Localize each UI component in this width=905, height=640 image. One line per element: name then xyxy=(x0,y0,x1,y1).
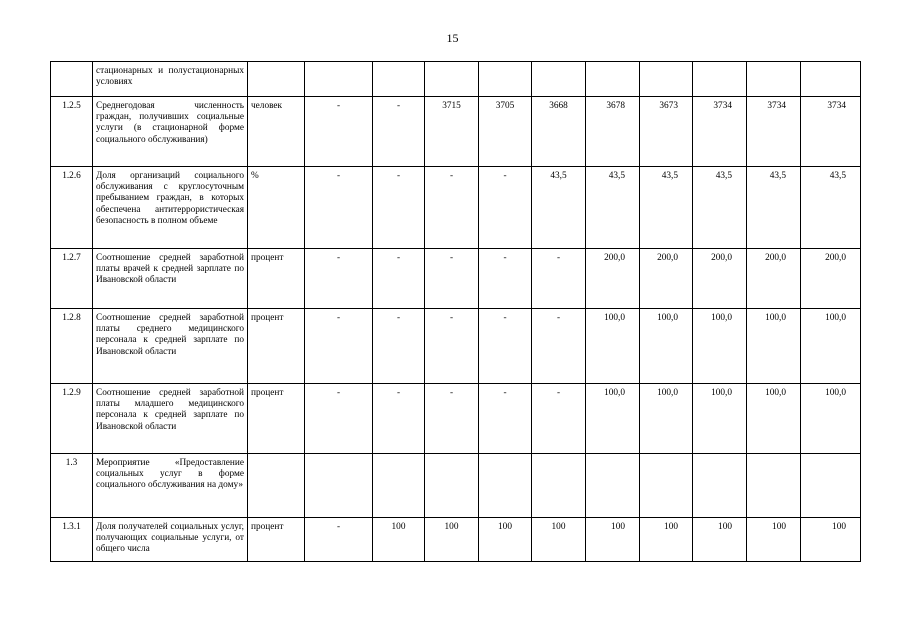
value-cell: 100 xyxy=(532,518,586,562)
value-cell: - xyxy=(305,97,373,167)
value-cell: 100,0 xyxy=(801,384,861,454)
value-cell xyxy=(305,62,373,97)
value-cell: - xyxy=(532,309,586,384)
value-cell: 100 xyxy=(373,518,425,562)
value-cell: - xyxy=(373,97,425,167)
value-cell: - xyxy=(425,249,479,309)
value-cell: - xyxy=(373,249,425,309)
table-row xyxy=(51,249,861,309)
value-cell: 200,0 xyxy=(586,249,640,309)
value-cell: 3734 xyxy=(693,97,747,167)
unit-cell: человек xyxy=(248,97,305,167)
value-cell xyxy=(425,454,479,518)
value-cell: - xyxy=(532,384,586,454)
value-cell: - xyxy=(373,384,425,454)
row-number-cell: 1.2.7 xyxy=(51,249,93,309)
value-cell xyxy=(586,62,640,97)
value-cell: 100 xyxy=(747,518,801,562)
table-row xyxy=(51,167,861,249)
row-number-cell: 1.3.1 xyxy=(51,518,93,562)
row-number-cell: 1.2.6 xyxy=(51,167,93,249)
value-cell: 43,5 xyxy=(693,167,747,249)
table-row xyxy=(51,62,861,97)
value-cell: 200,0 xyxy=(747,249,801,309)
value-cell: 43,5 xyxy=(640,167,693,249)
row-number-cell: 1.2.9 xyxy=(51,384,93,454)
value-cell: 100,0 xyxy=(640,309,693,384)
value-cell: 3668 xyxy=(532,97,586,167)
value-cell: 100,0 xyxy=(693,309,747,384)
unit-cell: процент xyxy=(248,309,305,384)
value-cell: 100 xyxy=(425,518,479,562)
value-cell: 200,0 xyxy=(693,249,747,309)
unit-cell xyxy=(248,454,305,518)
indicator-name-cell: стационарных и полустационарных условиях xyxy=(93,62,248,97)
value-cell: - xyxy=(373,309,425,384)
value-cell: 100,0 xyxy=(640,384,693,454)
value-cell: - xyxy=(305,309,373,384)
value-cell xyxy=(532,454,586,518)
value-cell xyxy=(425,62,479,97)
value-cell: 200,0 xyxy=(801,249,861,309)
value-cell xyxy=(305,454,373,518)
table-row xyxy=(51,97,861,167)
value-cell: - xyxy=(532,249,586,309)
table-row xyxy=(51,454,861,518)
value-cell xyxy=(747,454,801,518)
value-cell: - xyxy=(305,384,373,454)
value-cell: - xyxy=(479,309,532,384)
value-cell xyxy=(640,62,693,97)
value-cell: - xyxy=(425,384,479,454)
value-cell: 43,5 xyxy=(801,167,861,249)
value-cell xyxy=(640,454,693,518)
row-number-cell: 1.2.5 xyxy=(51,97,93,167)
value-cell: 100,0 xyxy=(747,309,801,384)
value-cell: 100 xyxy=(693,518,747,562)
value-cell: - xyxy=(425,309,479,384)
unit-cell xyxy=(248,62,305,97)
value-cell: - xyxy=(373,167,425,249)
value-cell: - xyxy=(305,518,373,562)
value-cell: 43,5 xyxy=(532,167,586,249)
indicators-table xyxy=(50,61,861,562)
value-cell xyxy=(586,454,640,518)
indicator-name-cell: Доля организаций социального обслуживания с круглосуточным пребыванием граждан, в которых обеспечена антитеррористическая безопасность в полном объеме xyxy=(93,167,248,249)
value-cell: - xyxy=(479,249,532,309)
value-cell xyxy=(801,454,861,518)
value-cell xyxy=(747,62,801,97)
value-cell: 100 xyxy=(801,518,861,562)
value-cell: - xyxy=(305,167,373,249)
value-cell: - xyxy=(425,167,479,249)
value-cell: 100,0 xyxy=(586,384,640,454)
value-cell: 100,0 xyxy=(586,309,640,384)
unit-cell: процент xyxy=(248,249,305,309)
row-number-cell: 1.3 xyxy=(51,454,93,518)
value-cell: 100 xyxy=(586,518,640,562)
value-cell: 3678 xyxy=(586,97,640,167)
table-row xyxy=(51,518,861,562)
value-cell: 43,5 xyxy=(586,167,640,249)
unit-cell: процент xyxy=(248,518,305,562)
value-cell: 3734 xyxy=(747,97,801,167)
value-cell: 100,0 xyxy=(801,309,861,384)
value-cell: 43,5 xyxy=(747,167,801,249)
value-cell: - xyxy=(305,249,373,309)
page-number: 15 xyxy=(446,31,459,45)
indicator-name-cell: Мероприятие «Предоставление социальных услуг в форме социального обслуживания на дому» xyxy=(93,454,248,518)
value-cell: 100,0 xyxy=(693,384,747,454)
value-cell: - xyxy=(479,167,532,249)
indicator-name-cell: Соотношение средней заработной платы среднего медицинского персонала к средней зарплате по Ивановской области xyxy=(93,309,248,384)
value-cell xyxy=(532,62,586,97)
value-cell xyxy=(479,62,532,97)
indicator-name-cell: Доля получателей социальных услуг, получающих социальные услуги, от общего числа xyxy=(93,518,248,562)
row-number-cell: 1.2.8 xyxy=(51,309,93,384)
value-cell: 3673 xyxy=(640,97,693,167)
value-cell xyxy=(373,62,425,97)
value-cell xyxy=(801,62,861,97)
value-cell: 200,0 xyxy=(640,249,693,309)
row-number-cell xyxy=(51,62,93,97)
value-cell xyxy=(693,454,747,518)
table-row xyxy=(51,309,861,384)
value-cell: - xyxy=(479,384,532,454)
value-cell: 100,0 xyxy=(747,384,801,454)
indicator-name-cell: Соотношение средней заработной платы младшего медицинского персонала к средней зарплате по Ивановской области xyxy=(93,384,248,454)
value-cell: 100 xyxy=(479,518,532,562)
value-cell: 3705 xyxy=(479,97,532,167)
value-cell xyxy=(373,454,425,518)
value-cell: 3734 xyxy=(801,97,861,167)
indicator-name-cell: Соотношение средней заработной платы врачей к средней зарплате по Ивановской области xyxy=(93,249,248,309)
unit-cell: % xyxy=(248,167,305,249)
value-cell xyxy=(479,454,532,518)
value-cell xyxy=(693,62,747,97)
indicator-name-cell: Среднегодовая численность граждан, получивших социальные услуги (в стационарной форме социального обслуживания) xyxy=(93,97,248,167)
value-cell: 100 xyxy=(640,518,693,562)
table-row xyxy=(51,384,861,454)
value-cell: 3715 xyxy=(425,97,479,167)
unit-cell: процент xyxy=(248,384,305,454)
